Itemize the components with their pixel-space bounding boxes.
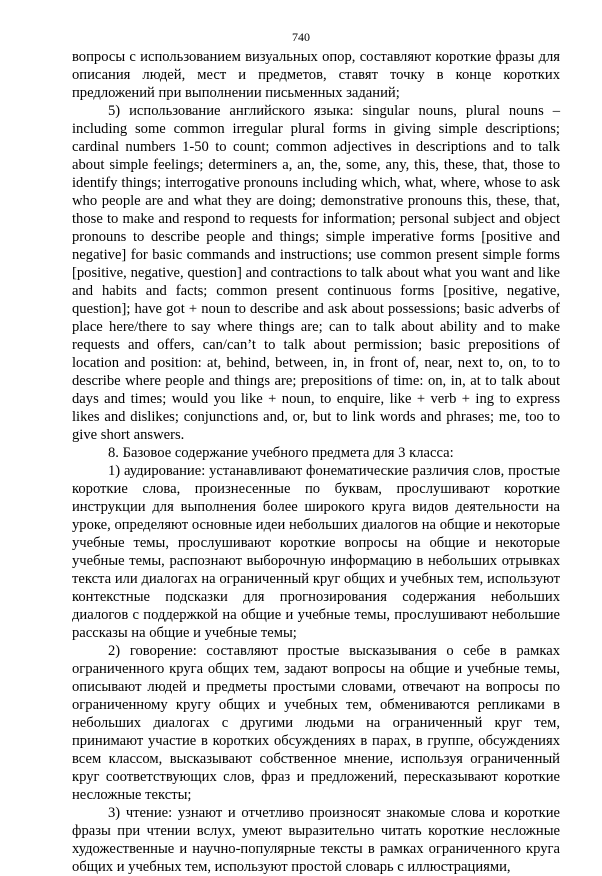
paragraph-reading: 3) чтение: узнают и отчетливо произносят знакомые слова и короткие фразы при чтении вслух, умеют выразительно читать короткие несложные художественные и научно-популярные тексты в рамках ограниченного круга общих и учебных тем, используют простой словарь с иллюстрациями,	[72, 805, 560, 875]
page-number: 740	[292, 30, 310, 44]
paragraph-english-usage: 5) использование английского языка: singular nouns, plural nouns – including some common irregular plural forms in giving simple descriptions; cardinal numbers 1-50 to count; common adjectives in descriptions and to talk about simple feelings; determiners a, an, the, some, any, this, these, that, those to identify things; interrogative pronouns including which, what, where, whose to ask who people are and what they are doing; demonstrative pronouns this, these, that, those to make and respond to requests for information; personal subject and object pronouns to describe people and things; simple imperative forms [positive and negative] for basic commands and instructions; use common present simple forms [positive, negative, question] and contractions to talk about what you want and like and habits and facts; common present continuous forms [positive, negative, question]; have got + noun to describe and ask about possessions; basic adverbs of place here/there to say where things are; can to talk about ability and to make requests and offers, can/can’t to talk about permission; basic prepositions of location and position: at, behind, between, in, in front of, near, next to, on, to to describe where people and things are; prepositions of time: on, in, at to talk about days and times; would you like + noun, to enquire, like + verb + ing to express likes and dislikes; conjunctions and, or, but to link words and phrases; me, too to give short answers.	[72, 103, 560, 443]
section-heading-grade-3: 8. Базовое содержание учебного предмета для 3 класса:	[108, 445, 454, 461]
document-body	[72, 48, 560, 876]
paragraph-listening: 1) аудирование: устанавливают фонематические различия слов, простые короткие слова, произнесенные по буквам, прослушивают короткие инструкции для выполнения более широкого круга видов деятельности на уроке, определяют основные идеи небольших диалогов на общие и некоторые учебные темы, прослушивают короткие вопросы на общие и некоторые учебные темы, распознают выборочную информацию в небольших отрывках текста или диалогах на ограниченный круг общих и учебных тем, используют контекстные подсказки для прогнозирования содержания небольших диалогов с поддержкой на общие и учебные темы, прослушивают небольшие рассказы на общие и учебные темы;	[72, 463, 560, 641]
paragraph-writing-continuation: вопросы с использованием визуальных опор, составляют короткие фразы для описания людей, мест и предметов, ставят точку в конце коротких предложений при выполнении письменных заданий;	[72, 49, 560, 101]
paragraph-speaking: 2) говорение: составляют простые высказывания о себе в рамках ограниченного круга общих тем, задают вопросы на общие и учебные темы, описывают людей и предметы простыми словами, отвечают на вопросы по ограниченному кругу общих и учебных тем, обмениваются репликами в небольших диалогах с другими людьми на ограниченный круг тем, принимают участие в коротких обсуждениях в парах, в группе, обсуждениях всем классом, высказывают собственное мнение, используя ограниченный круг соответствующих слов, фраз и предложений, пересказывают короткие несложные тексты;	[72, 643, 560, 803]
